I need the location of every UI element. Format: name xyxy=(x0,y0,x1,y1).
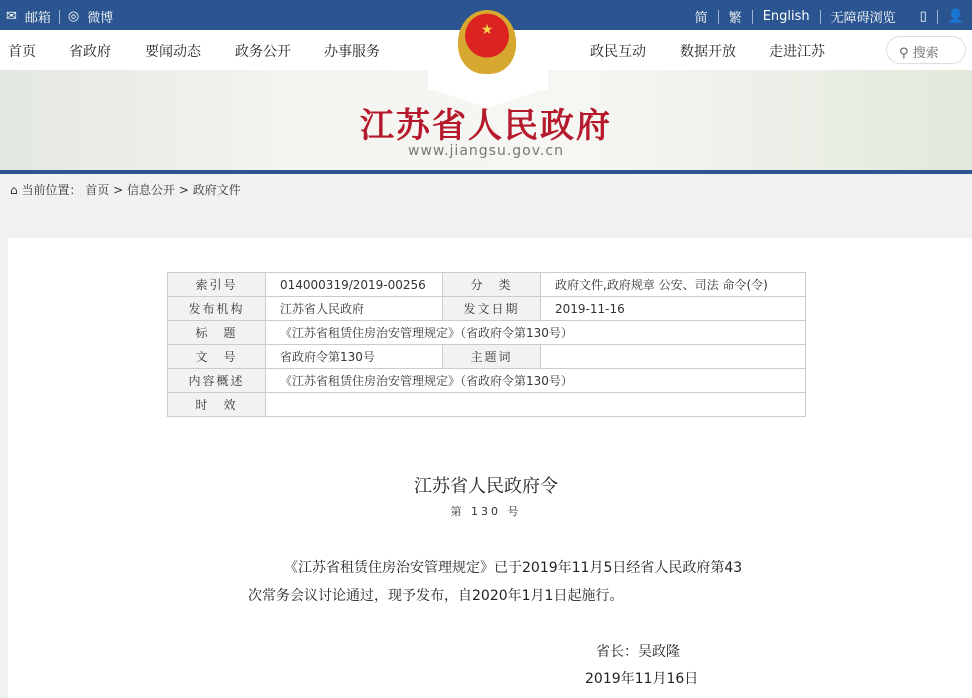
mobile-icon[interactable]: ▯ xyxy=(919,9,927,24)
mail-icon[interactable]: ✉ xyxy=(6,9,17,24)
simplified-link[interactable]: 简 xyxy=(694,11,708,26)
site-url: www.jiangsu.gov.cn xyxy=(408,143,564,159)
nav-public[interactable]: 政务公开 xyxy=(235,44,291,60)
breadcrumb-home[interactable]: 首页 xyxy=(85,183,110,197)
document-paragraph: 次常务会议讨论通过，现予发布，自2020年1月1日起施行。 xyxy=(248,588,624,604)
weibo-link[interactable]: 微博 xyxy=(87,11,114,26)
nav-interaction[interactable]: 政民互动 xyxy=(590,44,646,60)
label-index: 索引号 xyxy=(168,273,266,297)
label-validity: 时 效 xyxy=(168,393,266,417)
divider xyxy=(820,10,821,24)
value-publisher: 江苏省人民政府 xyxy=(266,297,443,321)
nav-news[interactable]: 要闻动态 xyxy=(145,44,201,60)
table-row xyxy=(168,321,806,345)
divider xyxy=(752,10,753,24)
value-keywords xyxy=(541,345,806,369)
breadcrumb-info[interactable]: 信息公开 xyxy=(127,183,176,197)
document-signer: 省长：吴政隆 xyxy=(596,644,680,660)
english-link[interactable]: English xyxy=(762,9,810,24)
weibo-icon[interactable]: ◎ xyxy=(67,9,80,24)
breadcrumb xyxy=(10,181,241,198)
nav-jiangsu[interactable]: 走进江苏 xyxy=(769,44,825,60)
value-summary: 《江苏省租赁住房治安管理规定》（省政府令第130号） xyxy=(266,369,806,393)
value-category: 政府文件,政府规章 公安、司法 命令(令) xyxy=(541,273,806,297)
national-emblem-icon[interactable]: ★ xyxy=(458,10,516,74)
label-keywords: 主题词 xyxy=(443,345,541,369)
value-doc-number: 省政府令第130号 xyxy=(266,345,443,369)
breadcrumb-docs[interactable]: 政府文件 xyxy=(192,183,241,197)
traditional-link[interactable]: 繁 xyxy=(728,11,742,26)
nav-province[interactable]: 省政府 xyxy=(69,44,111,60)
document-info-table xyxy=(167,272,806,417)
document-paragraph: 《江苏省租赁住房治安管理规定》已于2019年11月5日经省人民政府第43 xyxy=(284,560,743,576)
value-validity xyxy=(266,393,806,417)
label-category: 分 类 xyxy=(443,273,541,297)
emblem-tab-point xyxy=(428,88,548,108)
nav-data[interactable]: 数据开放 xyxy=(680,44,736,60)
accessible-link[interactable]: 无障碍浏览 xyxy=(830,11,896,26)
label-publisher: 发布机构 xyxy=(168,297,266,321)
label-summary: 内容概述 xyxy=(168,369,266,393)
table-row xyxy=(168,273,806,297)
document-date: 2019年11月16日 xyxy=(585,671,699,687)
value-index: 014000319/2019-00256 xyxy=(266,273,443,297)
divider xyxy=(59,10,60,24)
breadcrumb-label: 当前位置： xyxy=(21,183,82,197)
label-doc-number: 文 号 xyxy=(168,345,266,369)
search-label: 搜索 xyxy=(912,46,939,61)
label-title: 标 题 xyxy=(168,321,266,345)
table-row xyxy=(168,297,806,321)
user-icon[interactable]: 👤 xyxy=(947,9,964,24)
site-title: 江苏省人民政府 xyxy=(360,106,612,146)
document-number: 第 130 号 xyxy=(450,505,522,518)
mail-link[interactable]: 邮箱 xyxy=(24,11,51,26)
document-title: 江苏省人民政府令 xyxy=(414,476,558,497)
divider xyxy=(0,170,972,174)
home-icon: ⌂ xyxy=(10,183,18,197)
table-row xyxy=(168,345,806,369)
breadcrumb-sep: > xyxy=(178,183,189,197)
divider xyxy=(718,10,719,24)
label-date: 发文日期 xyxy=(443,297,541,321)
table-row xyxy=(168,369,806,393)
value-title: 《江苏省租赁住房治安管理规定》（省政府令第130号） xyxy=(266,321,806,345)
nav-services[interactable]: 办事服务 xyxy=(324,44,380,60)
value-date: 2019-11-16 xyxy=(541,297,806,321)
divider xyxy=(937,10,938,24)
search-icon: ⚲ xyxy=(899,46,909,61)
nav-home[interactable]: 首页 xyxy=(8,44,36,60)
breadcrumb-sep: > xyxy=(113,183,124,197)
table-row xyxy=(168,393,806,417)
search-button[interactable] xyxy=(886,36,966,64)
